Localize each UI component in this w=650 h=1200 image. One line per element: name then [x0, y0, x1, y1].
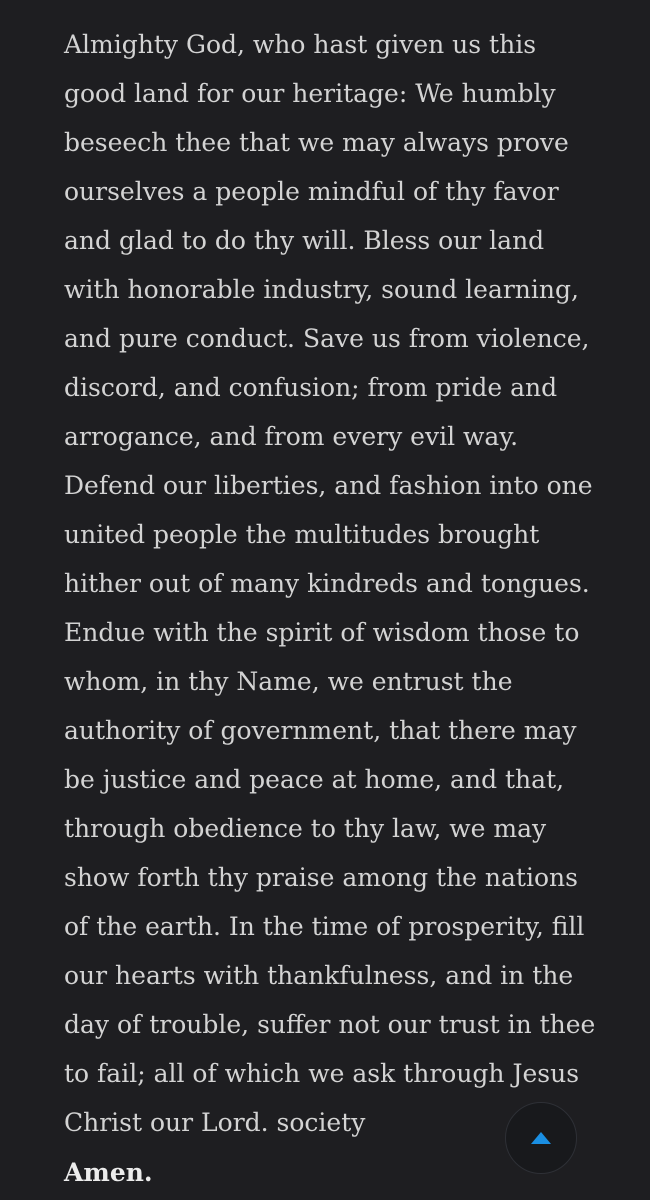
prayer-line: show forth thy praise among the nations [64, 863, 578, 892]
prayer-line: and pure conduct. Save us from violence, [64, 324, 590, 353]
prayer-line: our hearts with thankfulness, and in the [64, 961, 574, 990]
prayer-line: Defend our liberties, and fashion into one [64, 471, 593, 500]
prayer-line: hither out of many kindreds and tongues. [64, 569, 590, 598]
prayer-line: ourselves a people mindful of thy favor [64, 177, 559, 206]
prayer-line: good land for our heritage: We humbly [64, 79, 556, 108]
prayer-line: arrogance, and from every evil way. [64, 422, 519, 451]
prayer-text [64, 20, 644, 1147]
prayer-line: to fail; all of which we ask through Jesus [64, 1059, 580, 1088]
prayer-line: Almighty God, who hast given us this [64, 30, 537, 59]
prayer-line: through obedience to thy law, we may [64, 814, 547, 843]
prayer-line: day of trouble, suffer not our trust in thee [64, 1010, 596, 1039]
prayer-line: authority of government, that there may [64, 716, 577, 745]
scroll-to-top-button[interactable] [505, 1102, 577, 1174]
prayer-closing: Amen. [64, 1158, 153, 1187]
prayer-line: discord, and confusion; from pride and [64, 373, 558, 402]
prayer-line: of the earth. In the time of prosperity, fill [64, 912, 585, 941]
prayer-line: be justice and peace at home, and that, [64, 765, 565, 794]
prayer-line: beseech thee that we may always prove [64, 128, 569, 157]
prayer-line: and glad to do thy will. Bless our land [64, 226, 545, 255]
prayer-line: whom, in thy Name, we entrust the [64, 667, 513, 696]
arrow-up-icon [530, 1131, 552, 1145]
prayer-line: with honorable industry, sound learning, [64, 275, 579, 304]
prayer-line: Endue with the spirit of wisdom those to [64, 618, 580, 647]
prayer-line: united people the multitudes brought [64, 520, 540, 549]
prayer-line: Christ our Lord. society [64, 1108, 366, 1137]
